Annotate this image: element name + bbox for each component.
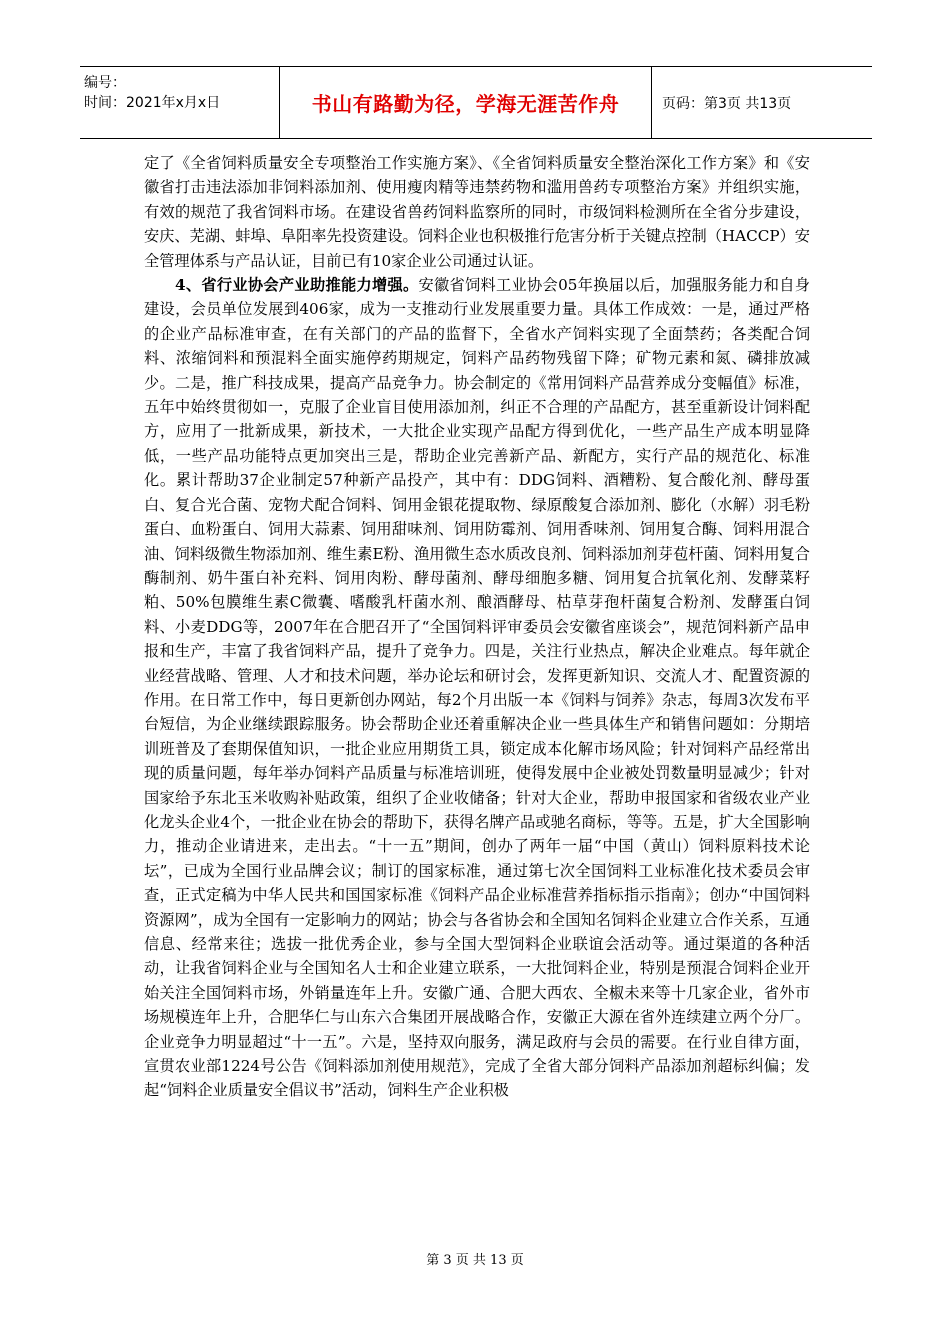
paragraph-2-text: 安徽省饲料工业协会05年换届以后，加强服务能力和自身建设，会员单位发展到406家，成为一支推动行业发展重要力量。具体工作成效：一是，通过严格的企业产品标准审查，在有关部门的产品的监督下，全省水产饲料实现了全面禁药；各类配合饲料、浓缩饲料和预混料全面实施停药期规定，饲料产品药物残留下降；矿物元素和氮、磷排放减少。二是，推广科技成果，提高产品竞争力。协会制定的《常用饲料产品营养成分变幅值》标准，五年中始终贯彻如一，克服了企业盲目使用添加剂，纠正不合理的产品配方，甚至重新设计饲料配方，应用了一批新成果，新技术，一大批企业实现产品配方得到优化，一些产品生产成本明显降低，一些产品功能特点更加突出三是，帮助企业完善新产品、新配方，实行产品的规范化、标准化。累计帮助37企业制定57种新产品投产，其中有：DDG饲料、酒糟粉、复合酸化剂、酵母蛋白、复合光合菌、宠物犬配合饲料、饲用金银花提取物、绿原酸复合添加剂、膨化（水解）羽毛粉蛋白、血粉蛋白、饲用大蒜素、饲用甜味剂、饲用防霉剂、饲用香味剂、饲用复合酶、饲料用混合油、饲料级微生物添加剂、维生素E粉、渔用微生态水质改良剂、饲料添加剂芽苞杆菌、饲料用复合酶制剂、奶牛蛋白补充料、饲用肉粉、酵母菌剂、酵母细胞多糖、饲用复合抗氧化剂、发酵菜籽粕、50%包膜维生素C微囊、嗜酸乳杆菌水剂、酿酒酵母、枯草芽孢杆菌复合粉剂、发酵蛋白饲料、小麦DDG等，2007年在合肥召开了“全国饲料评审委员会安徽省座谈会”，规范饲料新产品申报和生产，丰富了我省饲料产品，提升了竞争力。四是，关注行业热点，解决企业难点。每年就企业经营战略、管理、人才和技术问题，举办论坛和研讨会，发挥更新知识、交流人才、配置资源的作用。在日常工作中，每日更新创办网站，每2个月出版一本《饲料与饲养》杂志，每周3次发布平台短信，为企业继续跟踪服务。协会帮助企业还着重解决企业一些具体生产和销售问题如：分期培训班普及了套期保值知识，一批企业应用期货工具，锁定成本化解市场风险；针对饲料产品经常出现的质量问题，每年举办饲料产品质量与标准培训班，使得发展中企业被处罚数量明显减少；针对国家给予东北玉米收购补贴政策，组织了企业收储备；针对大企业，帮助申报国家和省级农业产业化龙头企业4个，一批企业在协会的帮助下，获得名牌产品或驰名商标，等等。五是，扩大全国影响力，推动企业请进来，走出去。“十一五”期间，创办了两年一届“中国（黄山）饲料原料技术论坛”，已成为全国行业品牌会议；制订的国家标准，通过第七次全国饲料工业标准化技术委员会审查，正式定稿为中华人民共和国国家标准《饲料产品企业标准营养指标指示指南》；创办“中国饲料资源网”，成为全国有一定影响力的网站；协会与各省协会和全国知名饲料企业建立合作关系，互通信息、经常来往；选拔一批优秀企业，参与全国大型饲料企业联谊会活动等。通过渠道的各种活动，让我省饲料企业与全国知名人士和企业建立联系，一大批饲料企业，特别是预混合饲料企业开始关注全国饲料市场，外销量连年上升。安徽广通、合肥大西农、全椒未来等十几家企业，省外市场规模连年上升，合肥华仁与山东六合集团开展战略合作，安徽正大源在省外连续建立两个分厂。企业竞争力明显超过“十一五”。六是，坚持双向服务，满足政府与会员的需要。在行业自律方面，宣贯农业部1224号公告《饲料添加剂使用规范》，完成了全省大部分饲料产品添加剂超标纠偏；发起“饲料企业质量安全倡议书”活动，饲料生产企业积极	[144, 276, 810, 1100]
paragraph-1: 定了《全省饲料质量安全专项整治工作实施方案》、《全省饲料质量安全整治深化工作方案》和《安徽省打击违法添加非饲料添加剂、使用瘦肉精等违禁药物和滥用兽药专项整治方案》并组织实施，有效的规范了我省饲料市场。在建设省兽药饲料监察所的同时，市级饲料检测所在全省分步建设，安庆、芜湖、蚌埠、阜阳率先投资建设。饲料企业也积极推行危害分析于关键点控制（HACCP）安全管理体系与产品认证，目前已有10家企业公司通过认证。	[144, 154, 810, 270]
page-header	[80, 66, 872, 139]
page-footer: 第 3 页 共 13 页	[426, 1253, 524, 1268]
header-motto: 书山有路勤为径，学海无涯苦作舟	[280, 67, 652, 138]
header-meta	[80, 67, 280, 138]
paragraph-2	[144, 273, 810, 1103]
time-label: 时间：2021年x月x日	[84, 95, 221, 111]
serial-label: 编号：	[84, 75, 126, 91]
document-body	[144, 151, 810, 1103]
header-page-info: 页码：第3页 共13页	[662, 95, 792, 112]
paragraph-2-title: 4、省行业协会产业助推能力增强。	[175, 276, 419, 295]
